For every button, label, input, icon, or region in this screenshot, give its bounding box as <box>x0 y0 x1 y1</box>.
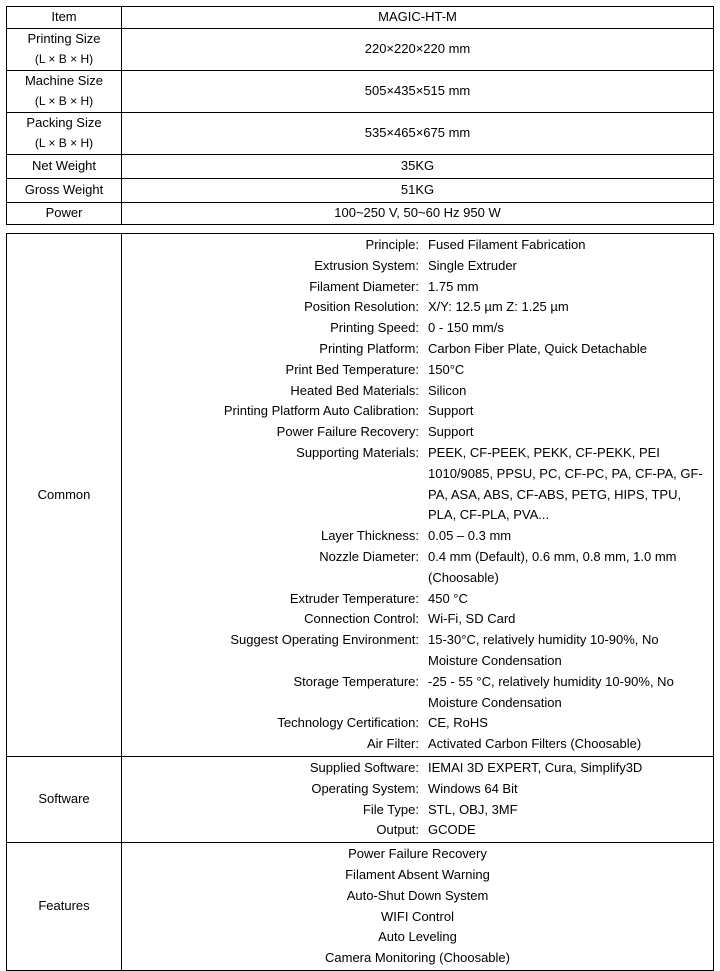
spec-value: Support <box>428 403 474 419</box>
section-features <box>7 843 714 971</box>
spec-key: File Type: <box>362 801 419 817</box>
spec-key: Supplied Software: <box>309 759 419 775</box>
feature-item: Camera Monitoring (Choosable) <box>325 950 510 966</box>
common-spec-grid <box>122 234 713 756</box>
row-label-text: Item <box>51 9 77 24</box>
row-label-text: Packing Size <box>26 115 102 131</box>
spec-key: Power Failure Recovery: <box>276 424 419 440</box>
spec-value: IEMAI 3D EXPERT, Cura, Simplify3D <box>428 759 643 775</box>
spec-list <box>122 756 714 842</box>
row-value: 220×220×220 mm <box>122 28 714 70</box>
detail-table <box>6 233 714 971</box>
row-label <box>7 70 122 112</box>
spec-key: Principle: <box>365 237 419 252</box>
table-row <box>7 70 714 112</box>
row-value: 505×435×515 mm <box>122 70 714 112</box>
spec-value: Windows 64 Bit <box>428 780 518 796</box>
spec-key: Nozzle Diameter: <box>319 548 419 564</box>
summary-table <box>6 6 714 225</box>
spec-key: Printing Platform: <box>319 340 419 356</box>
spec-key: Printing Platform Auto Calibration: <box>223 403 419 419</box>
row-value: 35KG <box>122 154 714 178</box>
software-spec-grid <box>122 757 713 842</box>
row-label-sub: (L × B × H) <box>34 94 94 109</box>
feature-item: WIFI Control <box>381 908 454 924</box>
spec-value: GCODE <box>428 822 476 838</box>
spec-value: CE, RoHS <box>428 715 488 731</box>
spec-value: Carbon Fiber Plate, Quick Detachable <box>428 340 647 356</box>
spec-value: X/Y: 12.5 µm Z: 1.25 µm <box>428 299 569 315</box>
feature-item: Auto Leveling <box>378 929 457 945</box>
row-label: Power <box>7 202 122 224</box>
table-row <box>7 28 714 70</box>
row-label-sub: (L × B × H) <box>34 52 94 67</box>
spec-value: STL, OBJ, 3MF <box>428 801 518 817</box>
row-label: Gross Weight <box>7 178 122 202</box>
spec-key: Connection Control: <box>304 611 419 627</box>
spec-key: Extrusion System: <box>314 257 419 273</box>
section-heading: Software <box>7 756 122 842</box>
table-row <box>7 7 714 29</box>
section-heading: Features <box>7 843 122 971</box>
spec-key: Storage Temperature: <box>293 673 419 689</box>
spec-value: 450 °C <box>428 590 468 606</box>
spec-value: 1.75 mm <box>428 278 479 294</box>
row-label-sub: (L × B × H) <box>34 136 94 151</box>
section-common <box>7 234 714 757</box>
table-row <box>7 112 714 154</box>
row-label <box>7 7 122 29</box>
spec-value: Silicon <box>428 382 467 398</box>
spec-key: Supporting Materials: <box>296 444 419 460</box>
spec-value: -25 - 55 °C, relatively humidity 10-90%, No Moisture Condensation <box>428 673 674 710</box>
row-value: MAGIC-HT-M <box>122 7 714 29</box>
row-label-text: Printing Size <box>27 31 101 47</box>
spec-key: Extruder Temperature: <box>289 590 419 606</box>
spec-value: Fused Filament Fabrication <box>428 237 586 252</box>
row-label: Net Weight <box>7 154 122 178</box>
spec-value: Support <box>428 424 474 440</box>
spec-key: Layer Thickness: <box>320 528 419 544</box>
spec-key: Operating System: <box>311 780 419 796</box>
spec-key: Position Resolution: <box>304 299 419 315</box>
spec-key: Print Bed Temperature: <box>285 361 419 377</box>
spec-value: 0 - 150 mm/s <box>428 320 504 336</box>
row-value: 535×465×675 mm <box>122 112 714 154</box>
table-row <box>7 202 714 224</box>
feature-item: Power Failure Recovery <box>348 846 487 862</box>
spec-key: Output: <box>376 822 419 838</box>
spec-value: PEEK, CF-PEEK, PEKK, CF-PEKK, PEI 1010/9085, PPSU, PC, CF-PC, PA, CF-PA, GF-PA, ASA, ABS, CF-ABS, PETG, HIPS, TPU, PLA, CF-PLA, PVA... <box>428 444 703 523</box>
spec-value: 150°C <box>428 361 465 377</box>
spec-value: 0.4 mm (Default), 0.6 mm, 0.8 mm, 1.0 mm (Choosable) <box>428 548 677 585</box>
spec-key: Technology Certification: <box>277 715 419 731</box>
row-label <box>7 28 122 70</box>
row-label <box>7 112 122 154</box>
row-value: 100~250 V, 50~60 Hz 950 W <box>122 202 714 224</box>
table-row <box>7 154 714 178</box>
spec-list <box>122 234 714 757</box>
spec-key: Heated Bed Materials: <box>290 382 419 398</box>
section-heading: Common <box>7 234 122 757</box>
spec-value: Single Extruder <box>428 257 517 273</box>
feature-item: Auto-Shut Down System <box>346 887 489 903</box>
row-value: 51KG <box>122 178 714 202</box>
row-label-text: Machine Size <box>24 73 104 89</box>
spec-value: Activated Carbon Filters (Choosable) <box>428 736 642 752</box>
spec-key: Filament Diameter: <box>309 278 419 294</box>
section-software <box>7 756 714 842</box>
spec-value: 0.05 – 0.3 mm <box>428 528 512 544</box>
feature-items <box>122 843 713 970</box>
spec-value: 15-30°C, relatively humidity 10-90%, No Moisture Condensation <box>428 632 659 668</box>
spec-value: Wi-Fi, SD Card <box>428 611 516 627</box>
table-row <box>7 178 714 202</box>
spec-key: Air Filter: <box>367 736 419 752</box>
spec-key: Printing Speed: <box>330 320 419 336</box>
feature-list <box>122 843 714 971</box>
feature-item: Filament Absent Warning <box>345 866 490 882</box>
spec-key: Suggest Operating Environment: <box>230 632 419 648</box>
